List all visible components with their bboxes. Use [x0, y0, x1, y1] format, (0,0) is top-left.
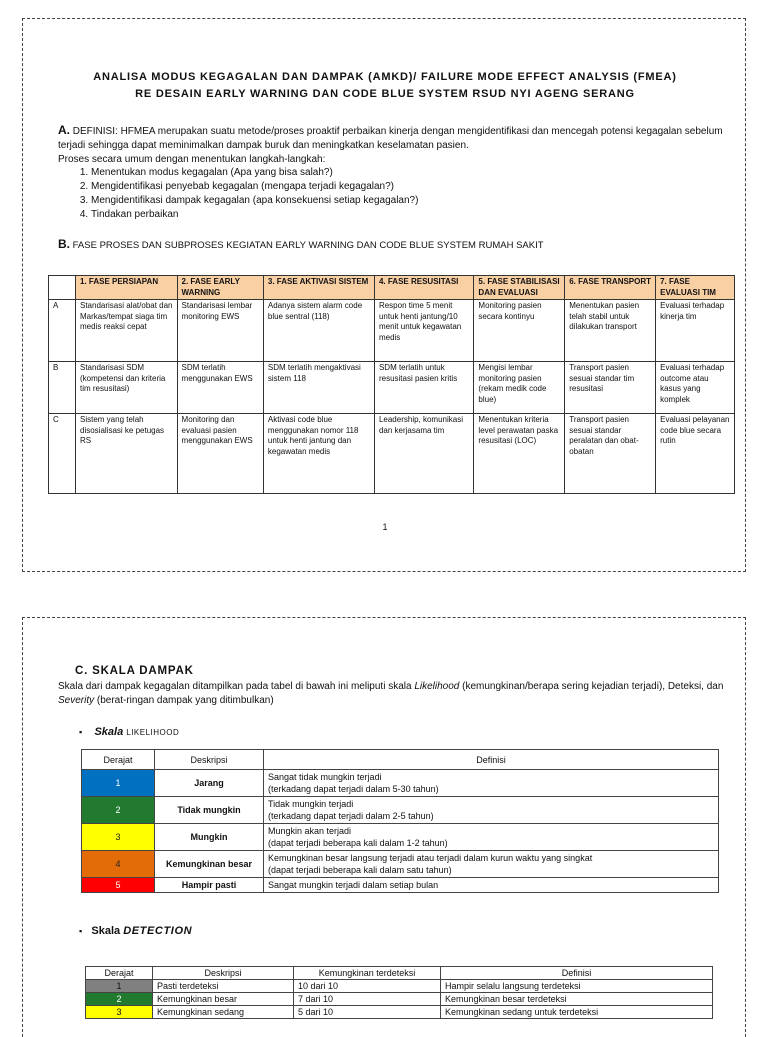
document-title-line-1: ANALISA MODUS KEGAGALAN DAN DAMPAK (AMKD)/ FAILURE MODE EFFECT ANALYSIS (FMEA) — [93, 71, 677, 83]
table-row — [86, 1006, 713, 1019]
definition-cell: Kemungkinan besar terdeteksi — [441, 993, 713, 1006]
table-row — [49, 414, 735, 494]
phase-header: 7. FASE EVALUASI TIM — [656, 276, 735, 300]
bullet-icon: ▪ — [79, 727, 83, 737]
table-cell: Transport pasien sesuai standar peralatan dan obat-obatan — [565, 414, 656, 494]
phase-header: 2. FASE EARLY WARNING — [177, 276, 263, 300]
table-cell: Adanya sistem alarm code blue sentral (118) — [263, 300, 374, 362]
section-c-desc-part: (berat-ringan dampak yang ditimbulkan) — [94, 695, 274, 706]
table-row — [82, 851, 719, 878]
detection-header: Derajat — [86, 967, 153, 980]
section-c-description — [58, 680, 748, 708]
document-page-2 — [22, 617, 746, 1037]
table-cell: Leadership, komunikasi dan kerjasama tim — [374, 414, 473, 494]
definition-line: (dapat terjadi beberapa kali dalam 1-2 tahun) — [268, 838, 448, 848]
section-b-title: FASE PROSES DAN SUBPROSES KEGIATAN EARLY WARNING DAN CODE BLUE SYSTEM RUMAH SAKIT — [72, 240, 544, 251]
detection-label: DETECTION — [123, 925, 193, 937]
phase-table-header-row — [49, 276, 735, 300]
probability-cell: 10 dari 10 — [294, 980, 441, 993]
table-cell: SDM terlatih untuk resusitasi pasien kritis — [374, 362, 473, 414]
definition-cell — [264, 851, 719, 878]
table-cell: Standarisasi lembar monitoring EWS — [177, 300, 263, 362]
table-row — [86, 993, 713, 1006]
phase-table — [48, 275, 735, 494]
page-number: 1 — [382, 522, 388, 532]
section-a-definition — [58, 123, 738, 167]
description-cell: Kemungkinan besar — [153, 993, 294, 1006]
section-b-heading — [58, 237, 544, 253]
section-a-intro: Proses secara umum dengan menentukan langkah-langkah: — [58, 154, 326, 165]
table-cell: Standarisasi SDM (kompetensi dan kriteria tim resusitasi) — [76, 362, 178, 414]
table-cell: SDM terlatih menggunakan EWS — [177, 362, 263, 414]
definition-line: (dapat terjadi beberapa kali dalam satu tahun) — [268, 865, 452, 875]
table-row — [86, 980, 713, 993]
process-step: 1. Menentukan modus kegagalan (Apa yang bisa salah?) — [91, 166, 418, 180]
table-cell: Menentukan kriteria level perawatan paska resusitasi (LOC) — [474, 414, 565, 494]
table-row — [49, 362, 735, 414]
description-cell: Hampir pasti — [155, 878, 264, 893]
detection-header-row — [86, 967, 713, 980]
section-a-text: HFMEA merupakan suatu metode/proses proaktif perbaikan kinerja dengan mengidentifikasi dan mencegah potensi kegagalan sebelum terjadi sehingga dapat meminimalkan dampak buruk dan meningkatkan keselamatan pasien. — [58, 126, 723, 151]
likelihood-label-bold: Skala — [94, 726, 124, 738]
table-cell: Evaluasi terhadap kinerja tim — [656, 300, 735, 362]
table-cell: Monitoring dan evaluasi pasien menggunakan EWS — [177, 414, 263, 494]
likelihood-scale-heading — [79, 726, 179, 738]
degree-cell: 1 — [86, 980, 153, 993]
description-cell: Tidak mungkin — [155, 797, 264, 824]
definition-line: Tidak mungkin terjadi — [268, 799, 354, 809]
table-cell: Mengisi lembar monitoring pasien (rekam medik code blue) — [474, 362, 565, 414]
detection-scale-heading — [79, 925, 192, 937]
likelihood-label: LIKELIHOOD — [126, 728, 180, 737]
table-cell: Evaluasi pelayanan code blue secara rutin — [656, 414, 735, 494]
phase-header: 5. FASE STABILISASI DAN EVALUASI — [474, 276, 565, 300]
table-cell: Evaluasi terhadap outcome atau kasus yang komplek — [656, 362, 735, 414]
definition-line: Kemungkinan besar langsung terjadi atau terjadi dalam kurun waktu yang singkat — [268, 853, 593, 863]
phase-header: 4. FASE RESUSITASI — [374, 276, 473, 300]
definition-line: Sangat tidak mungkin terjadi — [268, 772, 382, 782]
definition-cell: Kemungkinan sedang untuk terdeteksi — [441, 1006, 713, 1019]
definition-cell — [264, 824, 719, 851]
section-c-desc-severity: Severity — [58, 695, 95, 706]
section-a-label: DEFINISI: — [72, 126, 118, 137]
table-cell: Respon time 5 menit untuk henti jantung/10 menit untuk kegawatan medis — [374, 300, 473, 362]
definition-cell: Hampir selalu langsung terdeteksi — [441, 980, 713, 993]
degree-cell: 4 — [82, 851, 155, 878]
section-b-marker: B. — [58, 237, 70, 251]
phase-header: 6. FASE TRANSPORT — [565, 276, 656, 300]
table-cell: Transport pasien sesuai standar tim resusitasi — [565, 362, 656, 414]
table-row — [82, 797, 719, 824]
bullet-icon: ▪ — [79, 926, 83, 936]
phase-header-blank — [49, 276, 76, 300]
section-c-desc-part: (kemungkinan/berapa sering kejadian terjadi), Deteksi, dan — [459, 681, 724, 692]
process-step: 2. Mengidentifikasi penyebab kegagalan (mengapa terjadi kegagalan?) — [91, 180, 418, 194]
probability-cell: 5 dari 10 — [294, 1006, 441, 1019]
section-c-desc-likelihood: Likelihood — [414, 681, 460, 692]
document-title-line-2: RE DESAIN EARLY WARNING DAN CODE BLUE SYSTEM RSUD NYI AGENG SERANG — [135, 88, 635, 100]
table-row — [49, 300, 735, 362]
degree-cell: 5 — [82, 878, 155, 893]
likelihood-header: Deskripsi — [155, 750, 264, 770]
process-step: 3. Mengidentifikasi dampak kegagalan (apa konsekuensi setiap kegagalan?) — [91, 194, 418, 208]
description-cell: Kemungkinan sedang — [153, 1006, 294, 1019]
likelihood-table — [81, 749, 719, 893]
degree-cell: 3 — [86, 1006, 153, 1019]
phase-header: 3. FASE AKTIVASI SISTEM — [263, 276, 374, 300]
table-row — [82, 878, 719, 893]
probability-cell: 7 dari 10 — [294, 993, 441, 1006]
table-row — [82, 824, 719, 851]
degree-cell: 2 — [82, 797, 155, 824]
table-cell: Sistem yang telah disosialisasi ke petugas RS — [76, 414, 178, 494]
table-row — [82, 770, 719, 797]
row-label: A — [49, 300, 76, 362]
row-label: B — [49, 362, 76, 414]
table-cell: Monitoring pasien secara kontinyu — [474, 300, 565, 362]
detection-header: Deskripsi — [153, 967, 294, 980]
section-c-title: C. SKALA DAMPAK — [75, 665, 194, 677]
definition-cell — [264, 878, 719, 893]
row-label: C — [49, 414, 76, 494]
description-cell: Kemungkinan besar — [155, 851, 264, 878]
process-steps-list — [71, 166, 418, 222]
definition-line: (terkadang dapat terjadi dalam 5-30 tahun) — [268, 784, 439, 794]
definition-line: (terkadang dapat terjadi dalam 2-5 tahun) — [268, 811, 434, 821]
degree-cell: 3 — [82, 824, 155, 851]
detection-header: Kemungkinan terdeteksi — [294, 967, 441, 980]
section-c-desc-part: Skala dari dampak kegagalan ditampilkan pada tabel di bawah ini meliputi skala — [58, 681, 415, 692]
detection-table — [85, 966, 713, 1019]
definition-line: Mungkin akan terjadi — [268, 826, 352, 836]
detection-label-bold: Skala — [91, 925, 121, 937]
description-cell: Mungkin — [155, 824, 264, 851]
likelihood-header: Definisi — [264, 750, 719, 770]
table-cell: Aktivasi code blue menggunakan nomor 118 untuk henti jantung dan kegawatan medis — [263, 414, 374, 494]
definition-line: Sangat mungkin terjadi dalam setiap bulan — [268, 880, 439, 890]
table-cell: Standarisasi alat/obat dan Markas/tempat siaga tim medis reaksi cepat — [76, 300, 178, 362]
document-page-1 — [22, 18, 746, 572]
degree-cell: 2 — [86, 993, 153, 1006]
degree-cell: 1 — [82, 770, 155, 797]
detection-header: Definisi — [441, 967, 713, 980]
likelihood-header: Derajat — [82, 750, 155, 770]
table-cell: Menentukan pasien telah stabil untuk dilakukan transport — [565, 300, 656, 362]
process-step: 4. Tindakan perbaikan — [91, 208, 418, 222]
description-cell: Jarang — [155, 770, 264, 797]
likelihood-header-row — [82, 750, 719, 770]
section-a-marker: A. — [58, 123, 70, 137]
definition-cell — [264, 770, 719, 797]
phase-header: 1. FASE PERSIAPAN — [76, 276, 178, 300]
description-cell: Pasti terdeteksi — [153, 980, 294, 993]
table-cell: SDM terlatih mengaktivasi sistem 118 — [263, 362, 374, 414]
definition-cell — [264, 797, 719, 824]
